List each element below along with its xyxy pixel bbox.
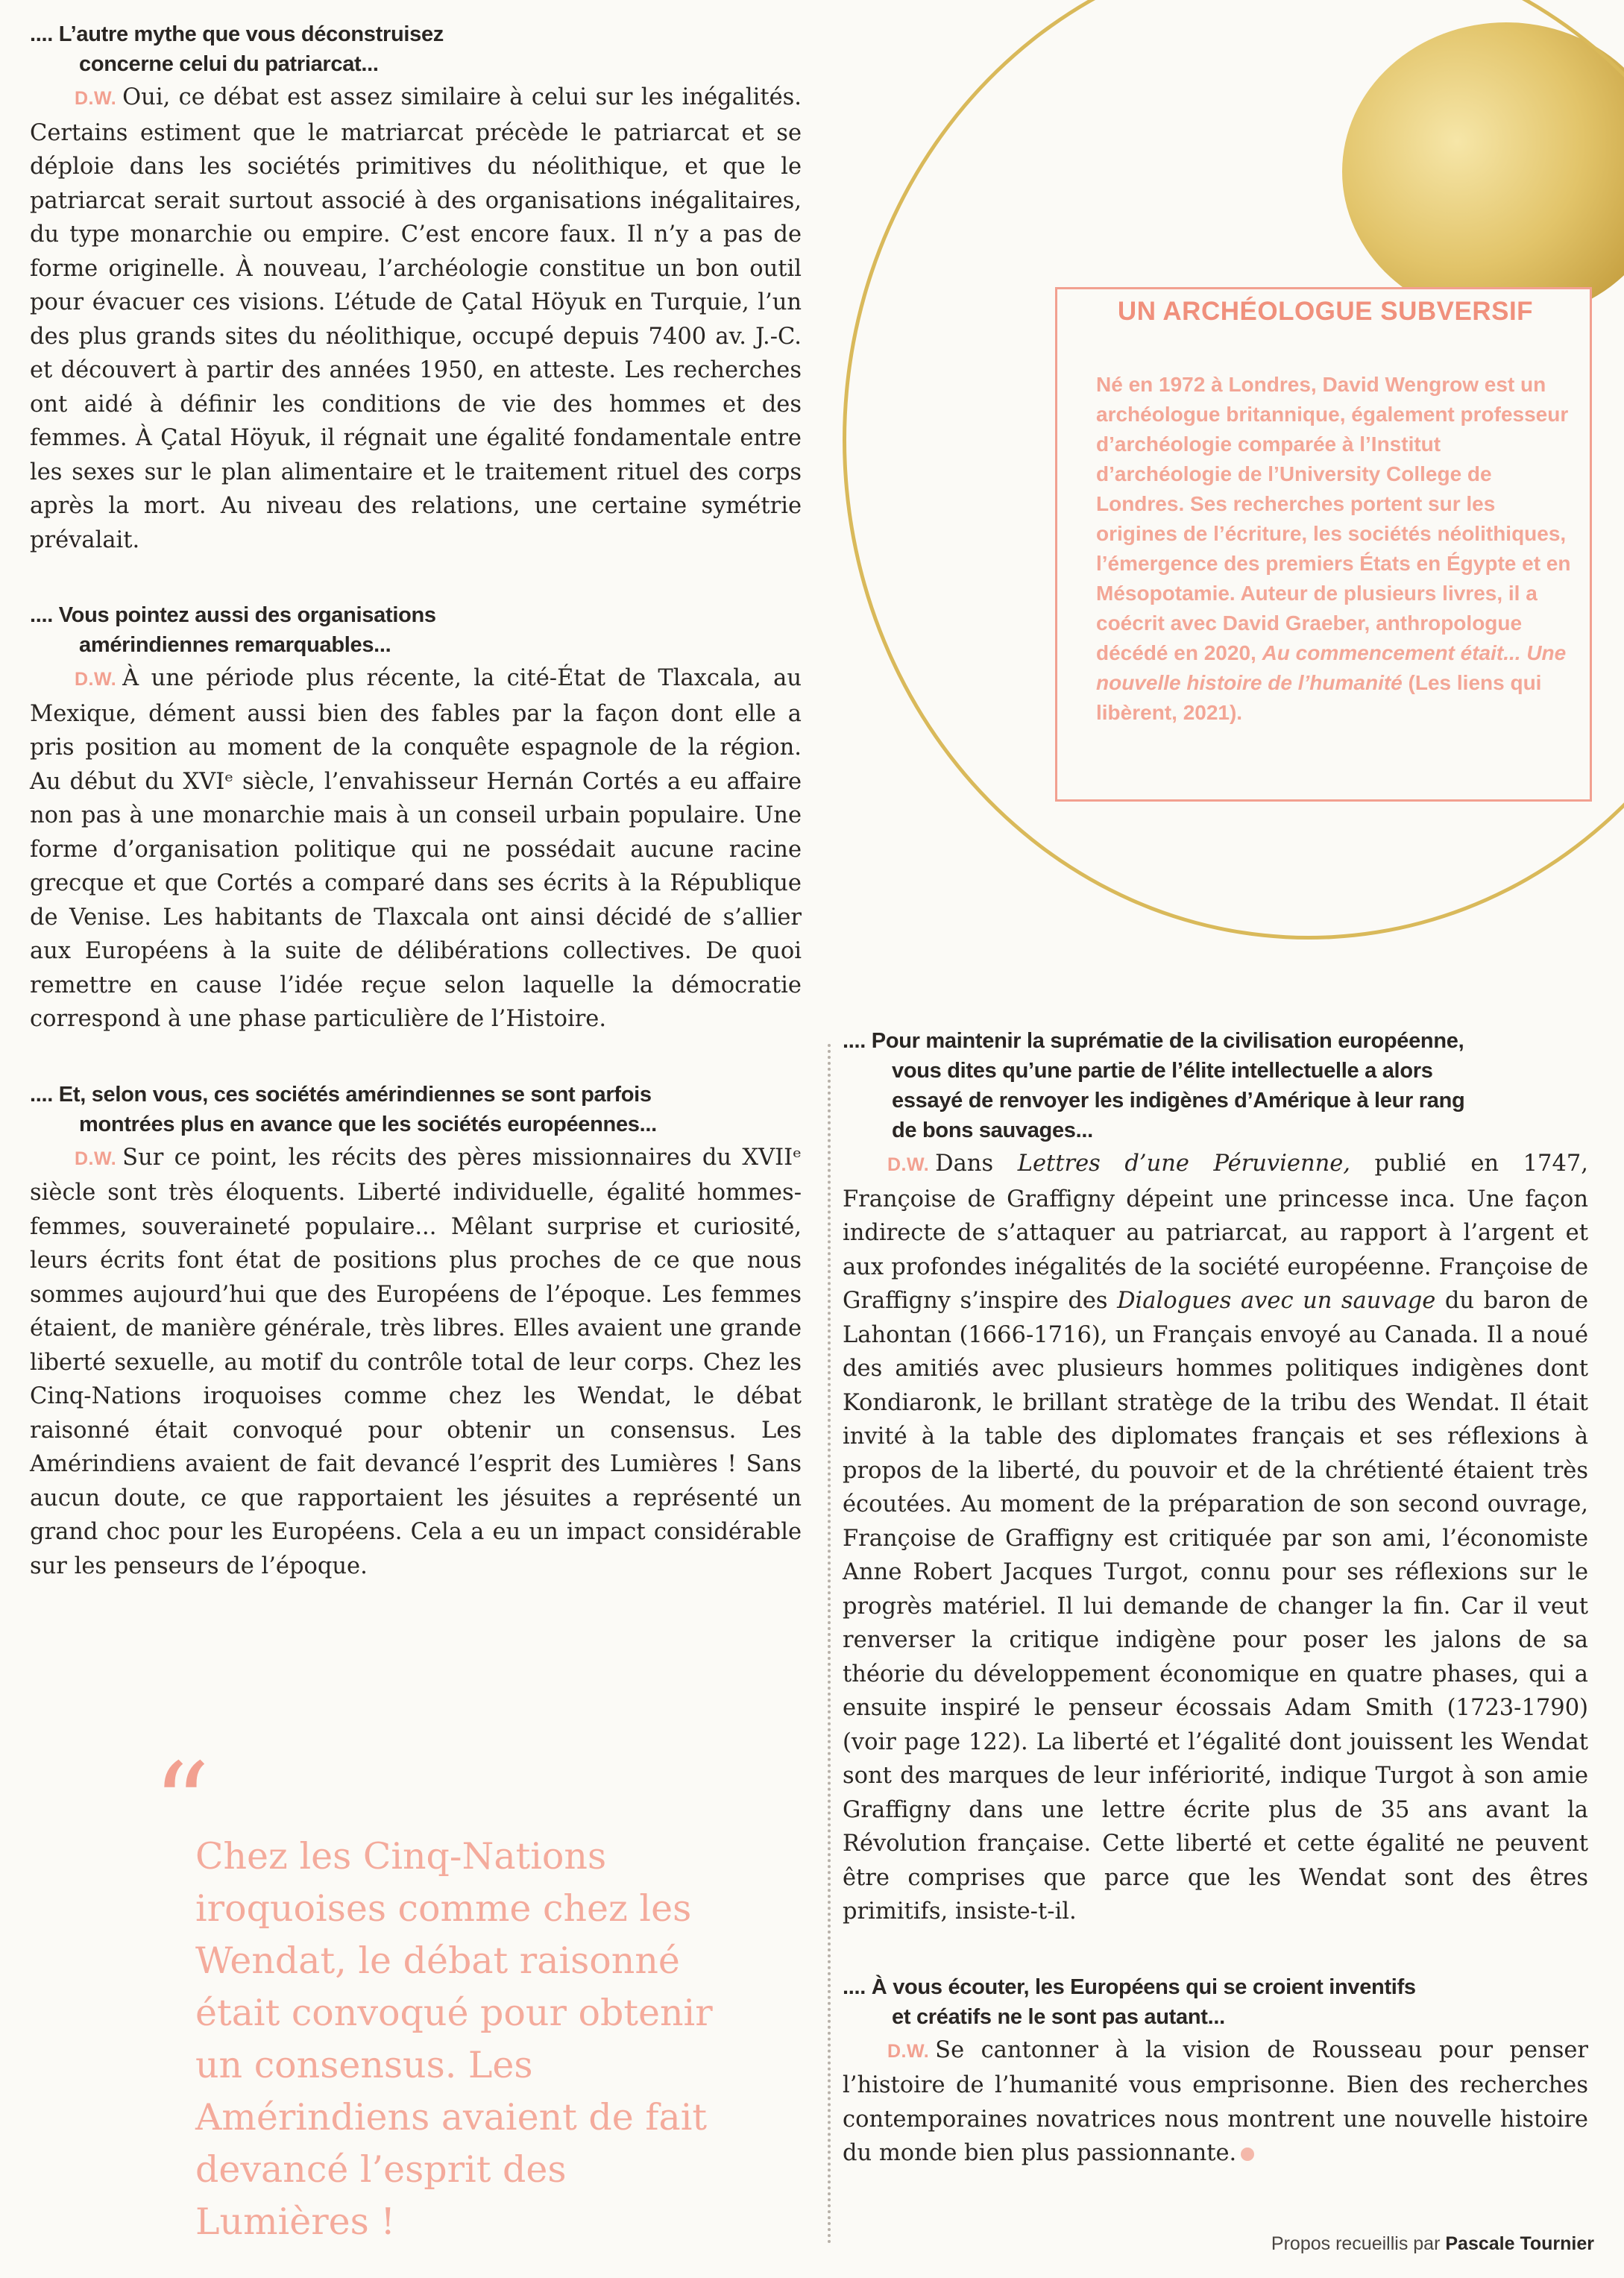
column-divider xyxy=(828,1044,831,2244)
question-dots: .... xyxy=(30,603,54,627)
qa-block xyxy=(843,1026,1588,1929)
byline-prefix: Propos recueillis par xyxy=(1271,2233,1441,2254)
sidebar-text xyxy=(1096,370,1581,728)
answer-label: D.W. xyxy=(887,1154,930,1175)
qa-block xyxy=(843,1972,1588,2171)
question xyxy=(30,19,802,79)
question-line: Vous pointez aussi des organisations xyxy=(58,603,436,627)
question-line: Et, selon vous, ces sociétés amérindiennes se sont parfois xyxy=(58,1082,652,1107)
question-dots: .... xyxy=(30,1082,54,1107)
question-line: de bons sauvages... xyxy=(892,1118,1093,1142)
answer-paragraph xyxy=(30,1141,802,1584)
question-dots: .... xyxy=(843,1975,866,1999)
sidebar-title: UN ARCHÉOLOGUE SUBVERSIF xyxy=(1100,289,1551,334)
pull-quote-text: Chez les Cinq-Nations iroquoises comme chez les Wendat, le débat raisonné était convoqué pour obtenir un consensus. Les Amérindiens avaient de fait devancé l’esprit des Lumières ! xyxy=(195,1835,713,2243)
question xyxy=(843,1026,1588,1145)
sidebar-text-end: (Les liens qui libèrent, 2021). xyxy=(1096,671,1542,724)
left-column xyxy=(30,19,802,1626)
question-line: Pour maintenir la suprématie de la civilisation européenne, xyxy=(871,1029,1464,1053)
book-title: Lettres d’une Péruvienne, xyxy=(1017,1151,1350,1177)
byline xyxy=(1271,2233,1594,2255)
qa-block xyxy=(30,600,802,1036)
question-line: et créatifs ne le sont pas autant... xyxy=(892,2004,1225,2029)
right-column xyxy=(843,1026,1588,2214)
question-dots: .... xyxy=(843,1029,866,1053)
answer-label: D.W. xyxy=(887,2040,930,2062)
question-line: essayé de renvoyer les indigènes d’Amérique à leur rang xyxy=(892,1089,1465,1113)
answer-label: D.W. xyxy=(75,1148,117,1169)
answer-paragraph: D.W. Dans Lettres d’une Péruvienne, publié en 1747, Françoise de Graffigny dépeint une princesse inca. Une façon indirecte de s’attaquer au patriarcat, au rapport à l’argent et aux profondes inégalités de la société européenne. Françoise de Graffigny s’inspire des Dialogues avec un sauvage du baron de Lahontan (1666-1716), un Français envoyé au Canada. Il a noué des amitiés avec plusieurs hommes politiques indigènes dont Kondiaronk, le brillant stratège de la tribu des Wendat. Il était invité à la table des diplomates français et ses réflexions à propos de la liberté, du pouvoir et de la chrétienté étaient très écoutées. Au moment de la préparation de son second ouvrage, Françoise de Graffigny est critiquée par son ami, l’économiste Anne Robert Jacques Turgot, connu pour ses réflexions sur le progrès matériel. Il lui demande de changer la fin. Car il veut renverser la critique indigène pour poser les jalons de sa théorie du développement économique en quatre phases, qui a ensuite inspiré le penseur écossais Adam Smith (1723-1790) (voir page 122). La liberté et l’égalité dont jouissent les Wendat sont des marques de leur infériorité, indique Turgot à son amie Graffigny dans une lettre écrite plus de 35 ans avant la Révolution française. Cette liberté et cette égalité ne peuvent être comprises que parce que les Wendat sont des êtres primitifs, insiste-t-il. xyxy=(843,1151,1588,1925)
qa-block xyxy=(30,1080,802,1584)
answer-text: Sur ce point, les récits des pères missionnaires du XVIIᵉ siècle sont très éloquents. Liberté individuelle, égalité hommes-femmes, souveraineté populaire... Mêlant surprise et curiosité, leurs écrits font état de positions plus proches de ce que nous sommes aujourd’hui que des Européens de l’époque. Les femmes étaient, de manière générale, très libres. Elles avaient une grande liberté sexuelle, au motif du contrôle total de leur corps. Chez les Cinq-Nations iroquoises comme chez les Wendat, le débat raisonné était convoqué pour obtenir un consensus. Les Amérindiens avaient de fait devancé l’esprit des Lumières ! Sans aucun doute, ce que rapportaient les jésuites a représenté un grand choc pour les Européens. Cela a eu un impact considérable sur les penseurs de l’époque. xyxy=(30,1144,802,1579)
question-dots: .... xyxy=(30,22,54,46)
answer-label: D.W. xyxy=(75,669,117,690)
book-title: Dialogues avec un sauvage xyxy=(1117,1288,1436,1314)
qa-block xyxy=(30,19,802,557)
question xyxy=(30,1080,802,1139)
answer-text: Oui, ce débat est assez similaire à celui sur les inégalités. Certains estiment que le matriarcat précède le patriarcat et se déploie dans les sociétés primitives du néolithique, et que le patriarcat serait surtout associé à des organisations inégalitaires, du type monarchie ou empire. C’est encore faux. Il n’y a pas de forme originelle. À nouveau, l’archéologie constitue un bon outil pour évacuer ces visions. L’étude de Çatal Höyuk en Turquie, l’un des plus grands sites du néolithique, occupé depuis 7400 av. J.-C. et découvert à partir des années 1950, en atteste. Les recherches ont aidé à définir les conditions de vie des hommes et des femmes. À Çatal Höyuk, il régnait une égalité fondamentale entre les sexes sur le plan alimentaire et le traitement rituel des corps après la mort. Au niveau des relations, une certaine symétrie prévalait. xyxy=(30,84,802,553)
question-line: À vous écouter, les Européens qui se croient inventifs xyxy=(871,1975,1416,1999)
question xyxy=(843,1972,1588,2032)
answer-paragraph xyxy=(843,2033,1588,2171)
question xyxy=(30,600,802,660)
quote-mark-icon: “ xyxy=(153,1740,210,1869)
end-of-article-dot xyxy=(1241,2148,1254,2161)
question-line: L’autre mythe que vous déconstruisez xyxy=(58,22,444,46)
answer-text: À une période plus récente, la cité-État de Tlaxcala, au Mexique, dément aussi bien des fables par la façon dont elle a pris position au moment de la conquête espagnole de la région. Au début du XVIᵉ siècle, l’envahisseur Hernán Cortés a eu affaire non pas à une monarchie mais à un conseil urbain populaire. Une forme d’organisation politique qui ne possédait aucune racine grecque et que Cortés a comparé dans ses écrits à la République de Venise. Les habitants de Tlaxcala ont ainsi décidé de s’allier aux Européens à la suite de délibérations collectives. De quoi remettre en cause l’idée reçue selon laquelle la démocratie correspond à une phase particulière de l’Histoire. xyxy=(30,665,802,1032)
byline-author: Pascale Tournier xyxy=(1445,2233,1594,2254)
question-line: concerne celui du patriarcat... xyxy=(79,52,379,76)
question-line: amérindiennes remarquables... xyxy=(79,633,391,657)
pull-quote xyxy=(195,1831,717,2248)
sidebar-text-main: Né en 1972 à Londres, David Wengrow est un archéologue britannique, également professeur d’archéologie comparée à l’Institut d’archéologie de l’University College de Londres. Ses recherches portent sur les origines de l’écriture, les sociétés néolithiques, l’émergence des premiers États en Égypte et en Mésopotamie. Auteur de plusieurs livres, il a coécrit avec David Graeber, anthropologue décédé en 2020, xyxy=(1096,373,1571,664)
answer-paragraph xyxy=(30,81,802,557)
answer-label: D.W. xyxy=(75,88,117,109)
answer-text: Se cantonner à la vision de Rousseau pour penser l’histoire de l’humanité vous emprisonne. Bien des recherches contemporaines novatrices nous montrent une nouvelle histoire du monde bien plus passionnante. xyxy=(843,2036,1588,2166)
sidebar-book-title: Au commencement était... Une nouvelle histoire de l’humanité xyxy=(1096,641,1567,694)
answer-paragraph xyxy=(30,661,802,1036)
question-line: montrées plus en avance que les sociétés européennes... xyxy=(79,1112,657,1136)
question-line: vous dites qu’une partie de l’élite intellectuelle a alors xyxy=(892,1059,1433,1083)
